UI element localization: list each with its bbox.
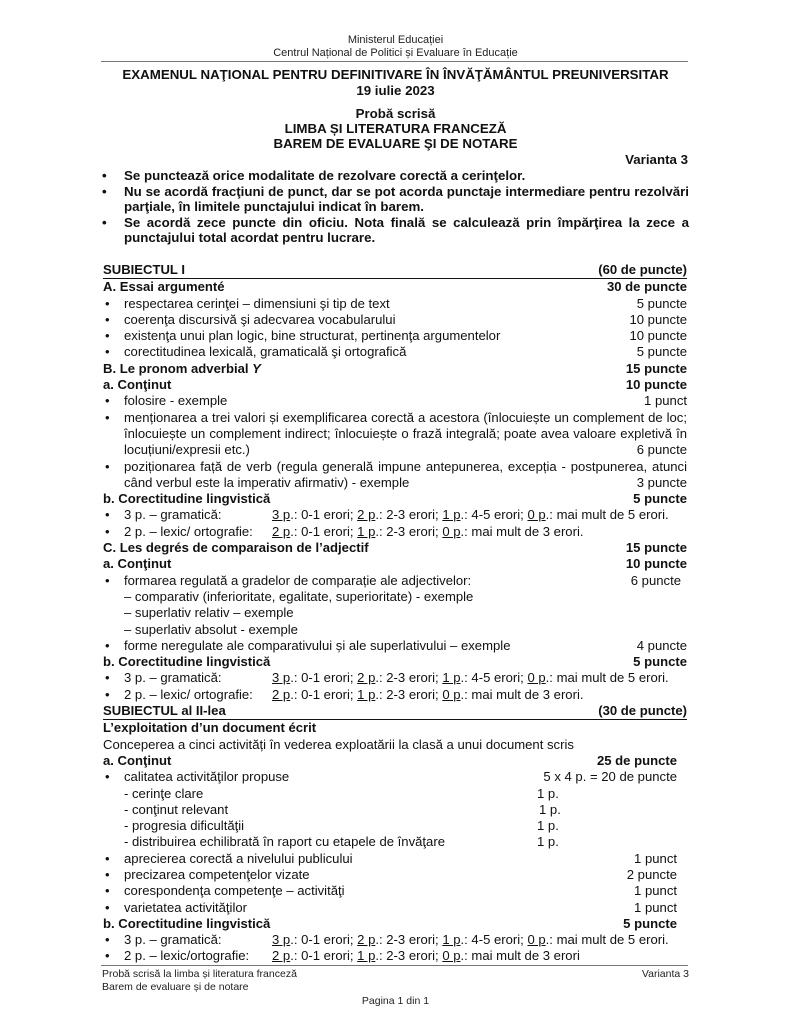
criterion-text: • folosire - exemple bbox=[124, 393, 228, 409]
score: 2 p bbox=[357, 670, 376, 686]
part-b-title bbox=[103, 361, 261, 377]
sub-item: – comparativ (inferioritate, egalitate, superioritate) - exemple bbox=[124, 588, 474, 604]
subject-2-correctness-heading bbox=[103, 916, 687, 932]
score: 0 p bbox=[527, 670, 546, 686]
grammar-label: 3 p. – gramatică: bbox=[124, 670, 222, 686]
criterion-text: • existenţa unui plan logic, bine structurat, pertinenţa argumentelor bbox=[124, 328, 501, 344]
quality-sub-item bbox=[103, 818, 687, 834]
score: 2 p bbox=[357, 507, 376, 523]
footer-variant: Varianta 3 bbox=[641, 968, 689, 980]
score-desc: .: 2-3 erori; bbox=[375, 948, 443, 964]
score-desc: .: 2-3 erori; bbox=[375, 686, 443, 702]
score: 1 p bbox=[442, 670, 461, 686]
part-c-heading bbox=[103, 540, 687, 556]
score-desc: .: mai mult de 5 erori. bbox=[545, 670, 669, 686]
criterion-text: • forme neregulate ale comparativului și ale superlativului – exemple bbox=[124, 637, 511, 653]
footer-exam-name: Probă scrisă la limba și literatura franceză bbox=[102, 968, 297, 980]
correctness-title: b. Corectitudine lingvistică bbox=[103, 654, 271, 670]
page-number: Pagina 1 din 1 bbox=[361, 995, 430, 1007]
sub-item-text: - cerinţe clare bbox=[124, 785, 204, 801]
criterion-item bbox=[103, 638, 687, 654]
criterion-text: • formarea regulată a gradelor de comparație ale adjectivelor: bbox=[124, 572, 472, 588]
subject-1-heading bbox=[103, 262, 687, 279]
score-desc: .: 0-1 erori; bbox=[290, 932, 358, 948]
subject-name: LIMBA ȘI LITERATURA FRANCEZĂ bbox=[284, 121, 507, 136]
score: 2 p bbox=[272, 948, 291, 964]
score-desc: .: mai mult de 5 erori. bbox=[545, 507, 669, 523]
score-desc: .: 2-3 erori; bbox=[375, 932, 443, 948]
correctness-points: 5 puncte bbox=[623, 915, 677, 931]
criterion-item bbox=[103, 867, 687, 883]
sub-item-text: - progresia dificultăţii bbox=[124, 818, 245, 834]
criterion-points: 6 puncte bbox=[630, 572, 681, 588]
score-desc: .: 4-5 erori; bbox=[460, 507, 528, 523]
score: 1 p bbox=[357, 686, 376, 702]
sub-item-points: 1 p. bbox=[539, 801, 561, 817]
score-desc: .: 0-1 erori; bbox=[290, 948, 358, 964]
criterion-item bbox=[103, 573, 687, 589]
content-points: 10 puncte bbox=[625, 556, 687, 572]
header-divider bbox=[101, 61, 688, 62]
sub-item-points: 1 p. bbox=[537, 834, 559, 850]
part-c-points: 15 puncte bbox=[625, 540, 687, 556]
score: 1 p bbox=[357, 948, 376, 964]
quality-sub-item bbox=[103, 834, 687, 850]
lexic-scale bbox=[103, 948, 687, 964]
score: 2 p bbox=[357, 932, 376, 948]
quality-sub-item bbox=[103, 786, 687, 802]
sub-item: – superlativ relativ – exemple bbox=[124, 605, 294, 621]
criterion-points: 5 puncte bbox=[636, 344, 687, 360]
criterion-text: • respectarea cerinţei – dimensiuni şi tip de text bbox=[124, 295, 390, 311]
part-b-title-italic: Y bbox=[252, 360, 261, 376]
score: 3 p bbox=[272, 507, 291, 523]
score: 0 p bbox=[527, 932, 546, 948]
content-title: a. Conţinut bbox=[103, 556, 172, 572]
content-points: 25 de puncte bbox=[596, 752, 677, 768]
score-desc: .: mai mult de 3 erori. bbox=[460, 523, 584, 539]
score-desc: .: 2-3 erori; bbox=[375, 507, 443, 523]
criterion-item bbox=[103, 900, 687, 916]
criterion-points: 10 puncte bbox=[629, 328, 687, 344]
footer-divider bbox=[101, 965, 688, 966]
part-a-title: A. Essai argumenté bbox=[103, 279, 225, 295]
subject-2-subheading: L’exploitation d’un document écrit bbox=[103, 720, 317, 736]
part-a-heading bbox=[103, 279, 687, 295]
grading-content bbox=[103, 262, 687, 965]
criterion-points: 1 punct bbox=[634, 850, 677, 866]
score-desc: .: mai mult de 3 erori. bbox=[460, 686, 584, 702]
document-type: BAREM DE EVALUARE ŞI DE NOTARE bbox=[273, 136, 518, 151]
grammar-label: 3 p. – gramatică: bbox=[124, 932, 222, 948]
variant-label: Varianta 3 bbox=[625, 152, 688, 167]
criterion-item bbox=[103, 769, 687, 785]
sub-item-text: - conţinut relevant bbox=[124, 801, 229, 817]
criterion-text: • menționarea a trei valori și exemplificarea corectă a acestora (înlocuiește un complement de loc; înlocuiește un complement indirect; înlocuiește o frază integrală; poate avea valoare expletivă în locuțiuni/expresii etc.) bbox=[124, 409, 687, 458]
grammar-scale bbox=[103, 670, 687, 686]
score: 1 p bbox=[357, 523, 376, 539]
score-desc: .: 2-3 erori; bbox=[375, 523, 443, 539]
score: 0 p bbox=[527, 507, 546, 523]
center-name: Centrul Național de Politici și Evaluare în Educație bbox=[273, 47, 518, 59]
lexic-label: 2 p. – lexic/ ortografie: bbox=[124, 686, 253, 702]
rule-item: • Se acordă zece puncte din oficiu. Nota finală se calculează prin împărţirea la zece a punctajului total acordat pentru lucrare. bbox=[102, 215, 689, 246]
correctness-title: b. Corectitudine lingvistică bbox=[103, 491, 271, 507]
score-desc: .: mai mult de 3 erori bbox=[460, 948, 580, 964]
criterion-points: 1 punct bbox=[634, 899, 677, 915]
criterion-points: 1 punct bbox=[644, 393, 687, 409]
score-desc: .: 0-1 erori; bbox=[290, 670, 358, 686]
correctness-points: 5 puncte bbox=[633, 654, 687, 670]
content-title: a. Conţinut bbox=[103, 752, 172, 768]
lexic-scale bbox=[103, 524, 687, 540]
score: 0 p bbox=[442, 686, 461, 702]
score-desc: .: 0-1 erori; bbox=[290, 686, 358, 702]
lexic-label: 2 p. – lexic/ ortografie: bbox=[124, 523, 253, 539]
score-desc: .: 4-5 erori; bbox=[460, 670, 528, 686]
criterion-text: • corespondenţa competenţe – activităţi bbox=[124, 883, 345, 899]
part-c-correctness-heading bbox=[103, 654, 687, 670]
subject-1-points: (60 de puncte) bbox=[598, 262, 687, 277]
criterion-text: • varietatea activităţilor bbox=[124, 899, 247, 915]
content-title: a. Conţinut bbox=[103, 377, 172, 393]
part-b-correctness-heading bbox=[103, 491, 687, 507]
criterion-text: • precizarea competenţelor vizate bbox=[124, 866, 310, 882]
score: 2 p bbox=[272, 686, 291, 702]
score: 0 p bbox=[442, 523, 461, 539]
subject-2-heading bbox=[103, 703, 687, 720]
score-desc: .: 0-1 erori; bbox=[290, 507, 358, 523]
criterion-points: 3 puncte bbox=[636, 474, 687, 490]
criterion-points: 5 puncte bbox=[636, 295, 687, 311]
test-type: Probă scrisă bbox=[355, 106, 436, 121]
part-c-content-heading bbox=[103, 556, 687, 572]
part-b-points: 15 puncte bbox=[625, 360, 687, 376]
score: 2 p bbox=[272, 523, 291, 539]
score-desc: .: 2-3 erori; bbox=[375, 670, 443, 686]
criterion-points: 2 puncte bbox=[626, 866, 677, 882]
rule-item: • Nu se acordă fracţiuni de punct, dar se pot acorda punctaje intermediare pentru rezolvări parţiale, în limitele punctajului indicat în barem. bbox=[102, 184, 689, 215]
criterion-item bbox=[103, 312, 687, 328]
footer-doc-name: Barem de evaluare și de notare bbox=[102, 981, 249, 993]
subject-2-task: Conceperea a cinci activități în vederea exploatării la clasă a unui document scris bbox=[103, 736, 574, 752]
criterion-item bbox=[103, 851, 687, 867]
criterion-item bbox=[103, 296, 687, 312]
grammar-label: 3 p. – gramatică: bbox=[124, 507, 222, 523]
grammar-scale bbox=[103, 932, 687, 948]
subject-2-content-heading bbox=[103, 753, 687, 769]
criterion-item bbox=[103, 344, 687, 360]
subject-2-points: (30 de puncte) bbox=[598, 703, 687, 719]
part-a-points: 30 de puncte bbox=[606, 279, 687, 295]
content-points: 10 puncte bbox=[625, 377, 687, 393]
part-b-title-text: B. Le pronom adverbial bbox=[103, 360, 253, 376]
correctness-points: 5 puncte bbox=[633, 491, 687, 507]
exam-title: EXAMENUL NAŢIONAL PENTRU DEFINITIVARE ÎN ÎNVĂŢĂMÂNTUL PREUNIVERSITAR bbox=[122, 67, 669, 82]
criterion-points: 10 puncte bbox=[629, 311, 687, 327]
criterion-item bbox=[103, 883, 687, 899]
criterion-item bbox=[103, 393, 687, 409]
rule-item: • Se punctează orice modalitate de rezolvare corectă a cerinţelor. bbox=[102, 168, 689, 184]
criterion-item bbox=[103, 328, 687, 344]
general-rules bbox=[102, 168, 689, 246]
criterion-points: 6 puncte bbox=[636, 442, 687, 458]
sub-item-points: 1 p. bbox=[537, 818, 559, 834]
criterion-text: • calitatea activităţilor propuse bbox=[124, 769, 290, 785]
criterion-text: • poziționarea față de verb (regula generală impune antepunerea, excepția - postpunerea, atunci când verbul este la imperativ afirmativ) - exemple bbox=[124, 458, 687, 490]
lexic-scale bbox=[103, 687, 687, 703]
sub-item: – superlativ absolut - exemple bbox=[124, 621, 298, 637]
score: 3 p bbox=[272, 932, 291, 948]
part-b-content-heading bbox=[103, 377, 687, 393]
part-b-heading bbox=[103, 361, 687, 377]
score-desc: .: 4-5 erori; bbox=[460, 932, 528, 948]
criterion-text: • corectitudinea lexicală, gramaticală şi ortografică bbox=[124, 344, 407, 360]
ministry-name: Ministerul Educației bbox=[347, 34, 444, 46]
lexic-label: 2 p. – lexic/ortografie: bbox=[124, 948, 250, 964]
score: 3 p bbox=[272, 670, 291, 686]
score-desc: .: 0-1 erori; bbox=[290, 523, 358, 539]
score: 1 p bbox=[442, 507, 461, 523]
criterion-item bbox=[103, 459, 687, 492]
score-desc: .: mai mult de 5 erori. bbox=[545, 932, 669, 948]
criterion-item bbox=[103, 410, 687, 459]
score: 0 p bbox=[442, 948, 461, 964]
criterion-points: 1 punct bbox=[634, 883, 677, 899]
grammar-scale bbox=[103, 507, 687, 523]
score: 1 p bbox=[442, 932, 461, 948]
criterion-points: 5 x 4 p. = 20 de puncte bbox=[543, 769, 677, 785]
criterion-text: • aprecierea corectă a nivelului publicului bbox=[124, 850, 353, 866]
sub-item-points: 1 p. bbox=[537, 785, 559, 801]
sub-item-text: - distribuirea echilibrată în raport cu etapele de învăţare bbox=[124, 834, 445, 850]
subject-2-title: SUBIECTUL al II-lea bbox=[103, 703, 226, 719]
subject-1-title: SUBIECTUL I bbox=[103, 262, 185, 277]
criterion-points: 4 puncte bbox=[636, 637, 687, 653]
part-c-title: C. Les degrés de comparaison de l’adjectif bbox=[103, 540, 369, 556]
quality-sub-item bbox=[103, 802, 687, 818]
exam-date: 19 iulie 2023 bbox=[356, 83, 435, 98]
criterion-text: • coerenţa discursivă şi adecvarea vocabularului bbox=[124, 311, 396, 327]
correctness-title: b. Corectitudine lingvistică bbox=[103, 915, 271, 931]
